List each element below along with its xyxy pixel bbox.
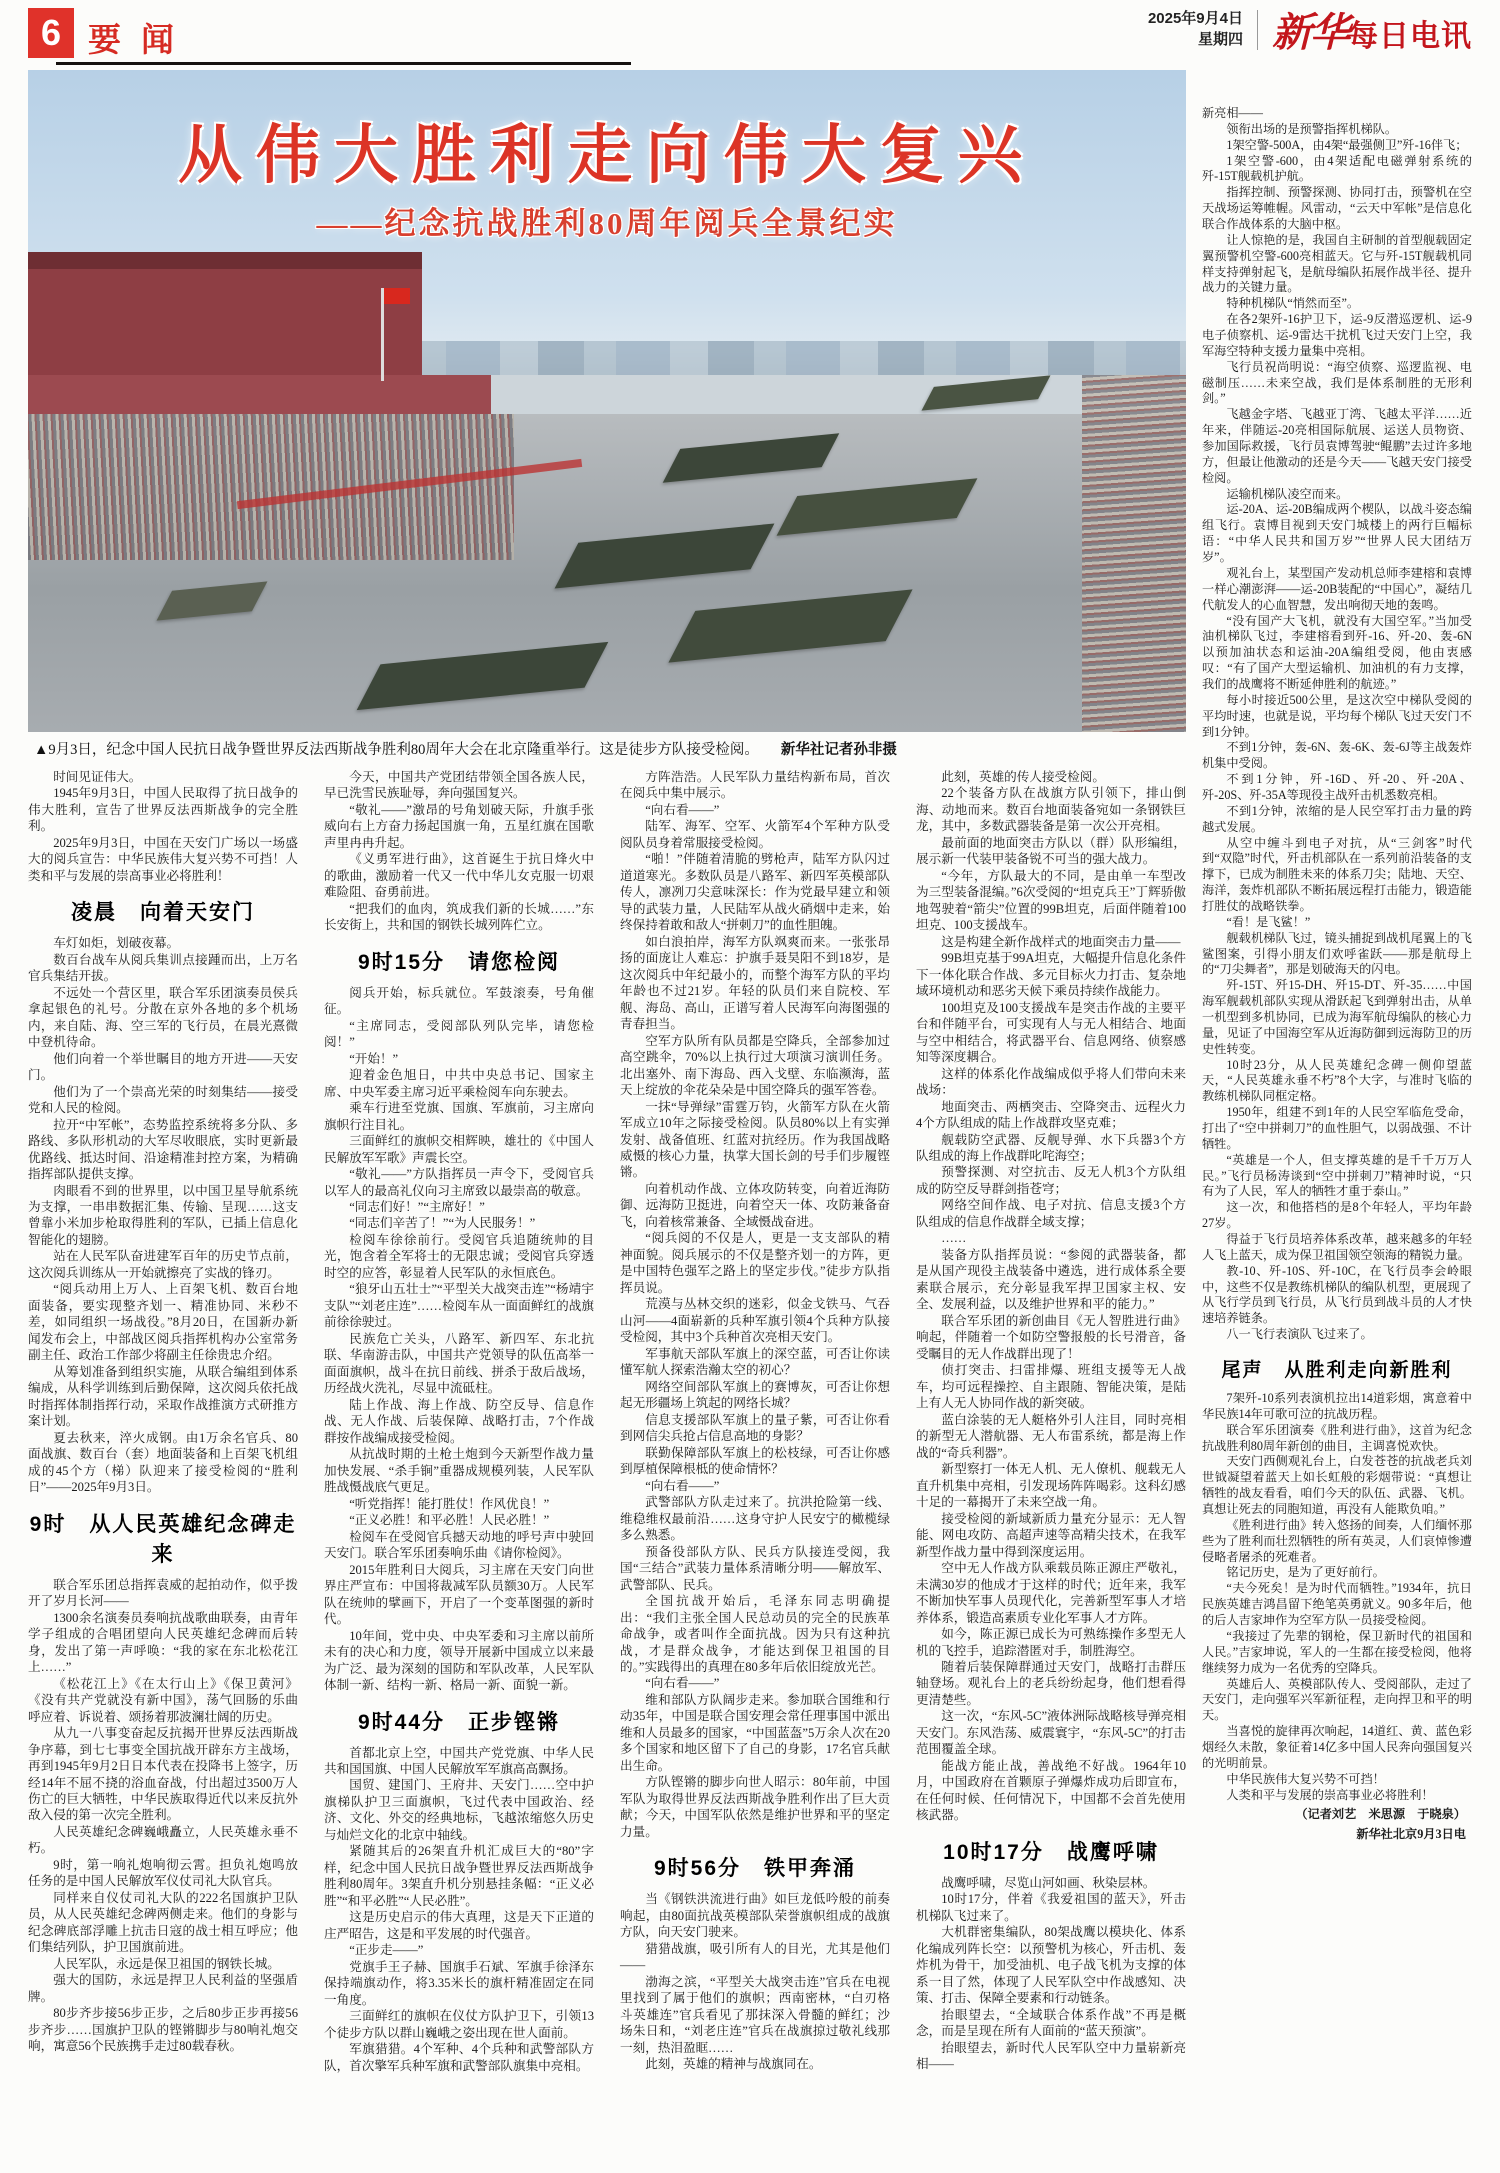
paragraph: 维和部队方队阔步走来。参加联合国维和行动35年，中国是联合国安理会常任理事国中派出维和人员最多的国家，“中国蓝盔”5万余人次在20多个国家和地区留下了自己的身影，17名官兵献出生命。: [620, 1692, 890, 1773]
paragraph: 飞行员祝尚明说：“海空侦察、巡逻监视、电磁制压……未来空战，我们是体系制胜的无形利剑。”: [1202, 359, 1472, 406]
paragraph: 夏去秋来，淬火成钢。由1万余名官兵、80面战旗、数百台（套）地面装备和上百架飞机组成的45个方（梯）队迎来了接受检阅的“胜利日”——2025年9月3日。: [28, 1430, 298, 1495]
paragraph: 得益于飞行员培养体系改革，越来越多的年轻人飞上蓝天，成为保卫祖国领空领海的精锐力量。: [1202, 1232, 1472, 1262]
paragraph: 不到1分钟，轰-6N、轰-6K、轰-6J等主战轰炸机集中受阅。: [1202, 740, 1472, 771]
paragraph: “同志们好！”“主席好！”: [349, 1199, 485, 1214]
paragraph: 从空中缠斗到电子对抗，从“三剑客”时代到“双隐”时代，歼击机部队在一系列前沿装备的支撑下，已成为制胜未来的体系刀尖；陆地、天空、海洋，轰炸机部队不断拓展远程打击能力，锻造能打胜仗的战略铁拳。: [1202, 835, 1472, 913]
paragraph: “正义必胜！和平必胜！人民必胜！”: [349, 1513, 550, 1528]
paragraph: 不到1分钟，歼-16D、歼-20、歼-20A、歼-20S、歼-35A等现役主战歼击机悉数亮相。: [1202, 772, 1472, 802]
paragraph: 2015年胜利日大阅兵，习主席在天安门向世界庄严宣布：中国将裁减军队员额30万。人民军队在统帅的擘画下，开启了一个变革图强的新时代。: [324, 1562, 594, 1627]
paragraph: 指挥控制、预警探测、协同打击，预警机在空天战场运筹帷幄。风雷动，“云天中军帐”是信息化联合作战体系的大脑中枢。: [1202, 185, 1472, 232]
paragraph: 《松花江上》《在太行山上》《保卫黄河》《没有共产党就没有新中国》，荡气回肠的乐曲呼应着、诉说着、颂扬着那波澜壮阔的历史。: [28, 1676, 298, 1724]
paragraph: 空中无人作战方队乘载员陈正源庄严敬礼，未满30岁的他成才于这样的时代；近年来，我军不断加快军事人员现代化，完善新型军事人才培养体系，锻造高素质专业化军事人才方阵。: [916, 1561, 1186, 1625]
paragraph: 舰载防空武器、反舰导弹、水下兵器3个方队组成的海上作战群叱咤海空；: [916, 1132, 1186, 1163]
paragraph: 飞越金字塔、飞越亚丁湾、飞越太平洋……近年来，伴随运-20亮相国际航展、运送人员物资、参加国际救援，飞行员袁博驾驶“鲲鹏”去过许多地方，但最让他激动的还是今天——飞越天安门接受检阅。: [1202, 407, 1472, 485]
paragraph: 军事航天部队军旗上的深空蓝，可否让你读懂军航人探索浩瀚太空的初心？: [620, 1346, 890, 1378]
paragraph: 军旗猎猎。4个军种、4个兵种和武警部队方队，首次擎军兵种军旗和武警部队旗集中亮相。: [324, 2042, 594, 2073]
paragraph: 党旗手王子赫、国旗手石斌、军旗手徐泽东保持端旗动作，将3.35米长的旗杆精准固定在同一角度。: [324, 1959, 594, 2007]
paragraph: 联合军乐团的新创曲目《无人智胜进行曲》响起，伴随着一个如防空警报般的长号滑音，备受瞩目的无人作战群出现了！: [916, 1313, 1186, 1361]
paragraph: 80步齐步接56步正步，之后80步正步再接56步齐步……国旗护卫队的铿锵脚步与80响礼炮交响，寓意56个民族携手走过80载春秋。: [28, 2006, 298, 2054]
paragraph: 迎着金色旭日，中共中央总书记、国家主席、中央军委主席习近平乘检阅车向东驶去。: [324, 1068, 594, 1099]
paragraph: 信息支援部队军旗上的量子紫，可否让你看到网信尖兵抢占信息高地的身影？: [620, 1412, 890, 1444]
paragraph: 站在人民军队奋进建军百年的历史节点前，这次阅兵训练从一开始就擦亮了实战的锋刃。: [28, 1249, 298, 1280]
main-article-area: [28, 70, 1186, 2173]
weekday: 星期四: [1197, 30, 1243, 48]
paragraph: “夫今死矣！是为时代而牺牲。”1934年，抗日民族英雄吉鸿昌留下绝笔英勇就义。90多年后，他的后人吉家坤作为空军方队一员接受检阅。: [1202, 1581, 1472, 1628]
paragraph: 新型察打一体无人机、无人僚机、舰载无人直升机集中亮相，引发现场阵阵喝彩。这科幻感十足的一幕揭开了未来空战一角。: [916, 1462, 1186, 1510]
paragraph: 今天，中国共产党团结带领全国各族人民，早已洗雪民族耻辱，奔向强国复兴。: [324, 769, 594, 801]
paragraph: 运-20A、运-20B编成两个楔队，以战斗姿态编组飞行。袁博目视到天安门城楼上的两行巨幅标语：“中华人民共和国万岁”“世界人民大团结万岁”。: [1202, 502, 1472, 565]
paragraph: 最前面的地面突击方队以（群）队形编组，展示新一代装甲装备锐不可当的强大战力。: [916, 835, 1186, 867]
paragraph: 八一飞行表演队飞过来了。: [1226, 1327, 1373, 1342]
paragraph: 国贸、建国门、王府井、天安门……空中护旗梯队护卫三面旗帜，飞过代表中国政治、经济、文化、外交的经典地标，飞越浓缩悠久历史与灿烂文化的北京中轴线。: [324, 1778, 594, 1842]
paragraph: 人民英雄纪念碑巍峨矗立，人民英雄永垂不朽。: [28, 1824, 298, 1856]
section-heading: 9时15分 请您检阅: [357, 950, 561, 974]
publication-date: 2025年9月4日: [1147, 10, 1243, 28]
caption-text: 9月3日，纪念中国人民抗日战争暨世界反法西斯战争胜利80周年大会在北京隆重举行。这是徒步方队接受检阅。: [48, 742, 759, 758]
section-heading: 9时 从人民英雄纪念碑走来: [29, 1512, 297, 1566]
paragraph: 武警部队方队走过来了。抗洪抢险第一线、维稳维权最前沿……这身守护人民安宁的橄榄绿多么熟悉。: [620, 1495, 890, 1543]
paragraph: 如今，陈正源已成长为可熟练操作多型无人机的飞控手，追踪潜匿对手，制胜海空。: [916, 1627, 1186, 1658]
paragraph: 100坦克及100支援战车是突击作战的主要平台和伴随平台，可实现有人与无人相结合、地面与空中相结合，将武器平台、信息网络、侦察感知等深度耦合。: [916, 1000, 1186, 1065]
paragraph: 战鹰呼啸，尽览山河如画、秋染层林。: [941, 1875, 1156, 1890]
paragraph: “看！是飞鲨！”: [1226, 914, 1311, 929]
paragraph: 乘车行进至党旗、国旗、军旗前，习主席向旗帜行注目礼。: [324, 1101, 594, 1132]
paragraph: 1架空警-600，由4架适配电磁弹射系统的歼-15T舰载机护航。: [1202, 153, 1472, 184]
paragraph: 运输机梯队凌空而来。: [1226, 486, 1349, 501]
header-right: [1148, 1, 1472, 58]
masthead-script-part: 新华: [1272, 9, 1348, 56]
paragraph: 天安门西侧观礼台上，白发苍苍的抗战老兵刘世钺凝望着蓝天上如长虹般的彩烟带说：“真想让牺牲的战友看看，咱们今天的队伍、武器、飞机。真想让死去的同胞知道，再没有人能欺负咱。”: [1202, 1454, 1472, 1517]
paragraph: 荒漠与丛林交织的迷彩，似金戈铁马、气吞山河——4面崭新的兵种军旗引领4个兵种方队接受检阅，其中3个兵种首次亮相天安门。: [620, 1297, 890, 1345]
paragraph: “今年，方队最大的不同，是由单一车型改为三型装备混编。”6次受阅的“坦克兵王”丁辉骄傲地驾驶着“箭尖”位置的99B坦克，后面伴随着100坦克、100支援战车。: [916, 868, 1186, 933]
paragraph: “阅兵阅的不仅是人，更是一支支部队的精神面貌。阅兵展示的不仅是整齐划一的方阵，更是中国特色强军之路上的坚定步伐。”徒步方队指挥员说。: [620, 1231, 890, 1295]
red-wall: [28, 375, 491, 415]
paragraph: “向右看——”: [645, 802, 720, 817]
paragraph: 检阅车徐徐前行。受阅官兵追随统帅的目光，饱含着全军将士的无限忠诚；受阅官兵穿透时空的应答，彰显着人民军队的永恒底色。: [324, 1232, 594, 1280]
paragraph: 歼-15T、歼15-DH、歼15-DT、歼-35……中国海军舰载机部队实现从滑跃起飞到弹射出击，从单一机型到多机协同，已成为海军航母编队的核心力量，见证了中国海空军从近海防御到远海防卫的历史性转变。: [1202, 978, 1472, 1056]
paragraph: 抬眼望去，“全域联合体系作战”不再是概念，而是呈现在所有人面前的“蓝天预演”。: [916, 2007, 1186, 2039]
paragraph: 9时，第一响礼炮响彻云霄。担负礼炮鸣放任务的是中国人民解放军仪仗司礼大队官兵。: [28, 1857, 298, 1889]
paragraph: 三面鲜红的旗帜交相辉映，雄壮的《中国人民解放军军歌》声震长空。: [324, 1134, 594, 1165]
caption-marker: ▲: [34, 742, 49, 758]
main-headline: 从伟大胜利走向伟大复兴: [178, 120, 1036, 191]
section-heading: 尾声 从胜利走向新胜利: [1221, 1360, 1453, 1382]
section-heading: 10时17分 战鹰呼啸: [943, 1840, 1159, 1864]
paragraph: 时间见证伟大。: [53, 769, 142, 784]
page-number-badge: 6: [28, 8, 74, 58]
paragraph: “向右看——”: [645, 1478, 720, 1493]
paragraph: 观礼台上，某型国产发动机总师李建榕和袁博一样心潮澎湃——运-20B装配的“中国心”，凝结几代航发人的心血智慧，发出响彻天地的轰鸣。: [1202, 565, 1472, 612]
paragraph: 陆军、海军、空军、火箭军4个军种方队受阅队员身着常服接受检阅。: [620, 819, 890, 850]
paragraph: 强大的国防，永远是捍卫人民利益的坚强盾牌。: [28, 1973, 298, 2004]
paragraph: 新亮相——: [1202, 106, 1263, 120]
paragraph: 检阅车在受阅官兵撼天动地的呼号声中驶回天安门。联合军乐团奏响乐曲《请你检阅》。: [324, 1529, 594, 1561]
paragraph: 这是历史启示的伟大真理，这是天下正道的庄严昭告，这是和平发展的时代强音。: [324, 1910, 594, 1941]
paragraph: 2025年9月3日，中国在天安门广场以一场盛大的阅兵宣告：中华民族伟大复兴势不可挡！人类和平与发展的崇高事业必将胜利！: [28, 835, 298, 883]
paragraph: “同志们辛苦了！”“为人民服务！”: [349, 1216, 536, 1231]
paragraph: 地面突击、两栖突击、空降突击、远程火力4个方队组成的陆上作战群攻坚克难；: [916, 1099, 1186, 1131]
header-divider: [1257, 10, 1258, 50]
paragraph: 侦打突击、扫雷排爆、班组支援等无人战车，均可远程操控、自主跟随、智能决策，是陆上有人无人协同作战的新突破。: [916, 1363, 1186, 1411]
paragraph: 从抗战时期的土枪土炮到今天新型作战力量加快发展、“杀手锏”重器成规模列装，人民军队胜战慑战底气更足。: [324, 1447, 594, 1495]
paragraph: 随着后装保障群通过天安门，战略打击群压轴登场。观礼台上的老兵纷纷起身，他们想看得更清楚些。: [916, 1660, 1186, 1707]
paragraph: 联合军乐团演奏《胜利进行曲》，这首为纪念抗战胜利80周年新创的曲目，主调喜悦欢快。: [1202, 1422, 1472, 1453]
paragraph: “我接过了先辈的钢枪，保卫新时代的祖国和人民。”吉家坤说，军人的一生都在接受检阅，他将继续努力成为一名优秀的空降兵。: [1202, 1628, 1472, 1675]
paragraph: 向着机动作战、立体攻防转变，向着近海防御、远海防卫挺进，向着空天一体、攻防兼备奋飞，向着核常兼备、全域慑战奋进。: [620, 1181, 890, 1229]
paragraph: 每小时接近500公里，是这次空中梯队受阅的平均时速，也就是说，平均每个梯队飞过天安门不到1分钟。: [1202, 692, 1472, 739]
photo-credit: 新华社记者孙非摄: [780, 742, 897, 758]
national-flag: [381, 288, 384, 381]
paragraph: “英雄是一个人，但支撑英雄的是千千万万人民。”飞行员杨涛谈到“空中拼刺刀”精神时说，“只有为了人民，军人的牺牲才重于泰山。”: [1202, 1152, 1472, 1199]
paragraph: 接受检阅的新域新质力量充分显示：无人智能、网电攻防、高超声速等高精尖技术，在我军新型作战力量中得到深度运用。: [916, 1511, 1186, 1559]
paragraph: 舰载机梯队飞过，镜头捕捉到战机尾翼上的飞鲨图案，引得小朋友们欢呼雀跃——那是航母上的“刀尖舞者”，那是划破海天的闪电。: [1202, 930, 1472, 977]
section-title: 要闻: [88, 23, 194, 59]
paragraph: 猎猎战旗，吸引所有人的目光，尤其是他们——: [620, 1941, 890, 1973]
paragraph: 紧随其后的26架直升机汇成巨大的“80”字样，纪念中国人民抗日战争暨世界反法西斯战争胜利80周年。3架直升机分别悬挂条幅：“正义必胜”“和平必胜”“人民必胜”。: [324, 1844, 594, 1908]
header-left: [28, 8, 194, 58]
page-header: [28, 0, 1472, 62]
paragraph: 从筹划准备到组织实施，从联合编组到体系编成，从科学训练到后勤保障，这次阅兵依托战时指挥体制指挥行动，采取作战推演方式研推方案计划。: [28, 1364, 298, 1429]
paragraph: “听党指挥！能打胜仗！作风优良！”: [349, 1496, 550, 1511]
paragraph: “阅兵动用上万人、上百架飞机、数百台地面装备，要实现整齐划一、精准协同、米秒不差，如同组织一场战役。”8月20日，在国新办新闻发布会上，中部战区阅兵指挥机构办公室常务副主任、政治工作部少将副主任徐贵忠介绍。: [28, 1282, 298, 1363]
content-grid: [28, 70, 1472, 2173]
paragraph: 他们向着一个举世瞩目的地方开进——天安门。: [28, 1051, 298, 1083]
date-block: [1148, 9, 1243, 50]
paragraph: 肉眼看不到的世界里，以中国卫星导航系统为支撑，一串串数据汇集、传输、呈现……这支曾靠小米加步枪取得胜利的军队，已插上信息化智能化的翅膀。: [28, 1183, 298, 1247]
spectator-stands-right: [1082, 375, 1186, 732]
paragraph: 让人惊艳的是，我国自主研制的首型舰载固定翼预警机空警-600亮相蓝天。它与歼-15T舰载机同样支持弹射起飞，是航母编队拓展作战半径、提升战力的关键力量。: [1202, 232, 1472, 295]
paragraph: 当喜悦的旋律再次响起，14道红、黄、蓝色彩烟经久未散，象征着14亿多中国人民奔向强国复兴的光明前景。: [1202, 1724, 1472, 1770]
paragraph: 装备方队指挥员说：“参阅的武器装备，都是从国产现役主战装备中遴选，进行成体系全要素联合展示，充分彰显我军捍卫国家主权、安全、发展利益，以及维护世界和平的能力。”: [916, 1247, 1186, 1312]
paragraph: 从九一八事变奋起反抗揭开世界反法西斯战争序幕，到七七事变全国抗战开辟东方主战场，再到1945年9月2日日本代表在投降书上签字，历经14年不屈不挠的浴血奋战，付出超过3500万人伤亡的巨大牺牲，中华民族取得近代以来反抗外敌入侵的第一次完全胜利。: [28, 1726, 298, 1823]
paragraph: 一抹“导弹绿”雷霆万钧，火箭军方队在火箭军成立10年之际接受检阅。队员80%以上有实弹发射、战备值班、红蓝对抗经历。作为我国战略威慑的核心力量，执掌大国长剑的号手们步履铿锵。: [620, 1099, 890, 1180]
paragraph: 阅兵开始，标兵就位。军鼓滚奏，号角催征。: [324, 985, 594, 1017]
article-body-columns: [28, 769, 1186, 2165]
paragraph: 不远处一个营区里，联合军乐团演奏员侯兵拿起银色的礼号。分散在京外各地的多个机场内，来自陆、海、空三军的飞行员，在晨光熹微中登机待命。: [28, 985, 298, 1050]
paragraph: 大机群密集编队，80架战鹰以模块化、体系化编成列阵长空：以预警机为核心，歼击机、轰炸机为骨干，加受油机、电子战飞机为支撑的体系一目了然，体现了人民军队空中作战感知、决策、打击、保障全要素和行动链条。: [916, 1925, 1186, 2006]
paragraph: 10年间，党中央、中央军委和习主席以前所未有的决心和力度，领导开展新中国成立以来最为广泛、最为深刻的国防和军队改革，人民军队体制一新、结构一新、格局一新、面貌一新。: [324, 1628, 594, 1693]
paragraph: 1架空警-500A，由4架“最强侧卫”歼-16伴飞；: [1226, 137, 1468, 152]
paragraph: 车灯如炬，划破夜幕。: [53, 936, 180, 951]
paragraph: 陆上作战、海上作战、防空反导、信息作战、无人作战、后装保障、战略打击，7个作战群按作战编成接受检阅。: [324, 1397, 594, 1445]
paragraph: 联勤保障部队军旗上的松枝绿，可否让你感到厚植保障根柢的使命情怀？: [620, 1445, 890, 1477]
right-continuation-column: [1202, 70, 1472, 2173]
paragraph: 方队铿锵的脚步向世人昭示：80年前，中国军队为取得世界反法西斯战争胜利作出了巨大贡献；今天，中国军队依然是维护世界和平的坚定力量。: [620, 1775, 890, 1839]
paragraph: “向右看——”: [645, 1676, 720, 1691]
troop-formation: [922, 375, 1051, 410]
paragraph: “把我们的血肉，筑成我们新的长城……”东长安街上，共和国的钢铁长城列阵伫立。: [324, 901, 594, 933]
paragraph: 99B坦克基于99A坦克，大幅提升信息化条件下一体化联合作战、多元目标火力打击、复杂地域环境机动和恶劣天候下乘员持续作战能力。: [916, 951, 1186, 999]
paragraph: 方阵浩浩。人民军队力量结构新布局，首次在阅兵中集中展示。: [620, 769, 890, 801]
paragraph: 《胜利进行曲》转入悠扬的间奏，人们缅怀那些为了胜利而壮烈牺牲的所有英灵，人们哀悼惨遭侵略者屠杀的死难者。: [1202, 1517, 1472, 1564]
paragraph: 民族危亡关头，八路军、新四军、东北抗联、华南游击队，中国共产党领导的队伍高举一面面旗帜，战斗在抗日前线、拼杀于敌后战场，历经战火洗礼，尽显中流砥柱。: [324, 1331, 594, 1396]
paragraph: 22个装备方队在战旗方队引领下，排山倒海、动地而来。数百台地面装备宛如一条钢铁巨龙，其中，多数武器装备是第一次公开亮相。: [916, 786, 1186, 834]
paragraph: “主席同志，受阅部队列队完毕，请您检阅！”: [324, 1018, 594, 1050]
paragraph: （记者刘艺 米思源 于晓泉）: [1295, 1807, 1466, 1822]
header-rule: [56, 62, 631, 65]
paragraph: 人类和平与发展的崇高事业必将胜利！: [1226, 1787, 1434, 1802]
paragraph: 人民军队，永远是保卫祖国的钢铁长城。: [53, 1956, 280, 1971]
paragraph: 10时17分，伴着《我爱祖国的蓝天》，歼击机梯队飞过来了。: [916, 1892, 1186, 1923]
paragraph: 拉开“中军帐”，态势监控系统将多分队、多路线、多队形机动的大军尽收眼底，实时更新最优路线、抵达时间、沿途精准封控方案，为精确指挥部队提供支撑。: [28, 1117, 298, 1182]
section-heading: 9时56分 铁甲奔涌: [653, 1857, 857, 1881]
paragraph: “正步走——”: [349, 1943, 424, 1958]
paragraph: 1950年，组建不到1年的人民空军临危受命，打出了“空中拼刺刀”的血性胆气，以弱战强、不计牺牲。: [1202, 1105, 1472, 1151]
photo-caption: [28, 732, 1186, 765]
paragraph: 《义勇军进行曲》，这首诞生于抗日烽火中的歌曲，激励着一代又一代中华儿女克服一切艰难险阻、奋勇前进。: [324, 852, 594, 900]
sub-headline: ——纪念抗战胜利80周年阅兵全景纪实: [316, 206, 898, 241]
paragraph: 他们为了一个崇高光荣的时刻集结——接受党和人民的检阅。: [28, 1084, 298, 1116]
paragraph: 空军方队所有队员都是空降兵，全部参加过高空跳伞，70%以上执行过大项演习演训任务。北出塞外、南下海岛、西入戈壁、东临濒海，蓝天上绽放的伞花朵朵是中国空降兵的强军答卷。: [620, 1033, 890, 1098]
paragraph: 1300余名演奏员奏响抗战歌曲联奏，由青年学子组成的合唱团望向人民英雄纪念碑而后转身，发出了第一声呼唤：“我的家在东北松花江上……”: [28, 1610, 298, 1675]
paragraph: 全国抗战开始后，毛泽东同志明确提出：“我们主张全国人民总动员的完全的民族革命战争，或者叫作全面抗战。因为只有这种抗战，才是群众战争，才能达到保卫祖国的目的。”实践得出的真理在80多年后依旧绽放光芒。: [620, 1594, 890, 1674]
parade-photo: [28, 70, 1186, 732]
paragraph: “啪！”伴随着清脆的劈枪声，陆军方队闪过道道寒光。多数队员是八路军、新四军英模部队传人，凛冽刀尖意味深长：作为党最早建立和领导的武装力量，人民陆军从战火硝烟中走来，始终保持着敢和敌人“拼刺刀”的血性胆魄。: [620, 852, 890, 933]
paragraph: 领衔出场的是预警指挥机梯队。: [1226, 121, 1398, 136]
spectator-stands-left: [28, 414, 514, 560]
paragraph: “没有国产大飞机，就没有大国空军。”当加受油机梯队飞过，李建榕看到歼-16、歼-20、轰-6N以预加油状态和运油-20A编组受阅，他由衷感叹：“有了国产大型运输机、加油机的有力支撑，我们的战鹰将不断延伸胜利的航迹。”: [1202, 613, 1472, 691]
paragraph: “狼牙山五壮士”“平型关大战突击连”“杨靖宇支队”“刘老庄连”……检阅车从一面面鲜红的战旗前徐徐驶过。: [324, 1282, 594, 1330]
paragraph: 此刻，英雄的传人接受检阅。: [941, 769, 1105, 784]
paragraph: 同样来自仪仗司礼大队的222名国旗护卫队员，从人民英雄纪念碑两侧走来。他们的身影与纪念碑底部浮雕上抗击日寇的战士相互呼应；他们集结列队，护卫国旗前进。: [28, 1890, 298, 1955]
paragraph: 网络空间部队军旗上的赛博灰，可否让你想起无形疆场上筑起的网络长城？: [620, 1379, 890, 1411]
paragraph: 英雄后人、英模部队传人、受阅部队，走过了天安门，走向强军兴军新征程，走向捍卫和平的明天。: [1202, 1676, 1472, 1723]
paragraph: 如白浪拍岸，海军方队飒爽而来。一张张昂扬的面庞让人难忘：护旗手聂昊阳不到18岁，是这次阅兵中年纪最小的，而整个海军方队的平均年龄也不过21岁。年轻的队员们来自院校、军舰、海岛、高山，正谱写着人民海军向海图强的青春担当。: [620, 934, 890, 1032]
paragraph: 新华社北京9月3日电: [1356, 1827, 1466, 1842]
paragraph: 首都北京上空，中国共产党党旗、中华人民共和国国旗、中国人民解放军军旗高高飘扬。: [324, 1745, 594, 1776]
paragraph: “开始！”: [349, 1051, 399, 1066]
paragraph: 铭记历史，是为了更好前行。: [1226, 1565, 1385, 1580]
paragraph: 蓝白涂装的无人艇格外引人注目，同时亮相的新型无人潜航器、无人布雷系统，都是海上作战的“奇兵利器”。: [916, 1412, 1186, 1460]
paragraph: 7架歼-10系列表演机拉出14道彩烟，寓意着中华民族14年可歌可泣的抗战历程。: [1202, 1391, 1472, 1421]
masthead-logo: [1272, 1, 1472, 58]
paragraph: 这是构建全新作战样式的地面突击力量——: [941, 934, 1181, 949]
paragraph: 不到1分钟，浓缩的是人民空军打击力量的跨越式发展。: [1202, 803, 1472, 834]
paragraph: “敬礼——”激昂的号角划破天际，升旗手张威向右上方奋力扬起国旗一角，五星红旗在国歌声里冉冉升起。: [324, 802, 594, 850]
paragraph: 预备役部队方队、民兵方队接连受阅，我国“三结合”武装力量体系清晰分明——解放军、武警部队、民兵。: [620, 1544, 890, 1592]
paragraph: 1945年9月3日，中国人民取得了抗日战争的伟大胜利，宣告了世界反法西斯战争的完全胜利。: [28, 786, 298, 834]
paragraph: 这一次，“东风-5C”液体洲际战略核导弹亮相天安门。东风浩荡、威震寰宇，“东风-5C”的打击范围覆盖全球。: [916, 1709, 1186, 1757]
paragraph: 当《钢铁洪流进行曲》如巨龙低吟般的前奏响起，由80面抗战英模部队荣誉旗帜组成的战旗方队，向天安门驶来。: [620, 1892, 890, 1940]
paragraph: 特种机梯队“悄然而至”。: [1226, 296, 1360, 311]
paragraph: 渤海之滨，“平型关大战突击连”官兵在电视里找到了属于他们的旗帜；西南密林，“白刃格斗英雄连”官兵看见了那抹深入骨髓的鲜红；沙场朱日和，“刘老庄连”官兵在战旗掠过敬礼线那一刻，热泪盈眶……: [620, 1974, 890, 2055]
paragraph: 10时23分，从人民英雄纪念碑一侧仰望蓝天，“人民英雄永垂不朽”8个大字，与准时飞临的教练机梯队同框定格。: [1202, 1057, 1472, 1104]
paragraph: 预警探测、对空抗击、反无人机3个方队组成的防空反导群剑指苍穹；: [916, 1165, 1186, 1196]
paragraph: “敬礼——”方队指挥员一声令下，受阅官兵以军人的最高礼仪向习主席致以最崇高的敬意。: [324, 1167, 594, 1198]
paragraph: 这一次，和他搭档的是8个年轻人，平均年龄27岁。: [1202, 1200, 1472, 1231]
paragraph: ……: [941, 1231, 967, 1246]
paragraph: 中华民族伟大复兴势不可挡！: [1226, 1771, 1385, 1786]
paragraph: 此刻，英雄的精神与战旗同在。: [645, 2057, 822, 2072]
paragraph: 教-10、歼-10S、歼-10C，在飞行员李会岭眼中，这些不仅是教练机梯队的编队机型，更展现了从飞行学员到飞行员，从飞行员到战斗员的人才快速培养链条。: [1202, 1263, 1472, 1326]
paragraph: 抬眼望去，新时代人民军队空中力量崭新亮相——: [916, 2040, 1186, 2072]
paragraph: 联合军乐团总指挥袁威的起拍动作，似乎拨开了岁月长河——: [28, 1577, 298, 1609]
tiananmen-gate: [28, 269, 422, 382]
paragraph: 三面鲜红的旗帜在仪仗方队护卫下，引领13个徒步方队以群山巍峨之姿出现在世人面前。: [324, 2009, 594, 2040]
paragraph: 网络空间作战、电子对抗、信息支援3个方队组成的信息作战群全域支撑；: [916, 1198, 1186, 1229]
section-heading: 凌晨 向着天安门: [71, 901, 255, 925]
section-heading: 9时44分 正步铿锵: [357, 1710, 561, 1734]
paragraph: 这样的体系化作战编成似乎将人们带向未来战场：: [916, 1066, 1186, 1098]
masthead-rest-part: 每日电讯: [1348, 20, 1472, 53]
paragraph: 数百台战车从阅兵集训点接踵而出，上万名官兵集结开拔。: [28, 952, 298, 984]
paragraph: 在各2架歼-16护卫下，运-9反潜巡逻机、运-9电子侦察机、运-9雷达干扰机飞过天安门上空，我军海空特种支援力量集中亮相。: [1202, 312, 1472, 358]
paragraph: 能战方能止战，善战绝不好战。1964年10月，中国政府在首颗原子弹爆炸成功后即宣布，在任何时候、任何情况下，中国都不会首先使用核武器。: [916, 1758, 1186, 1823]
